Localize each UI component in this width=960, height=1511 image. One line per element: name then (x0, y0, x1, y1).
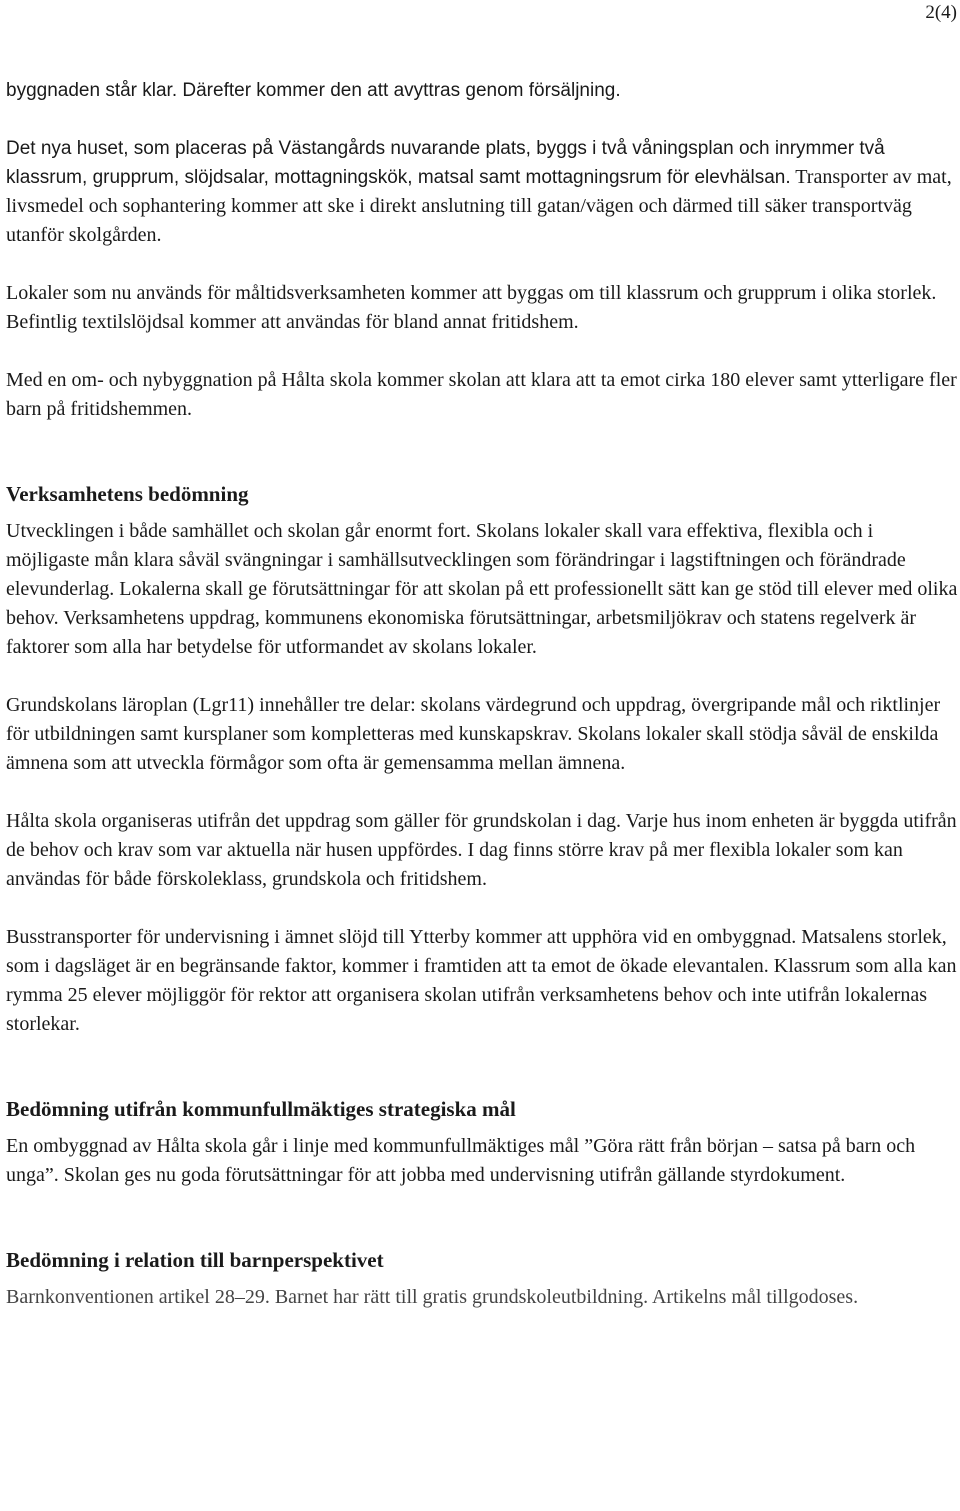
heading-strategic-goals: Bedömning utifrån kommunfullmäktiges strategiska mål (6, 1097, 516, 1121)
paragraph-organisation: Hålta skola organiseras utifrån det uppdrag som gäller för grundskolan i dag. Varje hus inom enheten är byggda utifrån de behov och krav som var aktuella när husen uppfördes. I dag finns större krav på mer flexibla lokaler som kan användas för både förskoleklass, grundskola och fritidshem. (6, 810, 957, 890)
paragraph-development: Utvecklingen i både samhället och skolan går enormt fort. Skolans lokaler skall vara effektiva, flexibla och i möjligaste mån klara såväl svängningar i samhällsutvecklingen som förändringar i lagstiftningen och förändrade elevunderlag. Lokalerna skall ge förutsättningar för att skolan på ett professionellt sätt kan ge stöd till elever med olika behov. Verksamhetens uppdrag, kommunens ekonomiska förutsättningar, arbetsmiljökrav och statens regelverk är faktorer som alla har betydelse för utformandet av skolans lokaler. (6, 520, 958, 658)
document-body (6, 76, 958, 1312)
paragraph-curriculum: Grundskolans läroplan (Lgr11) innehåller tre delar: skolans värdegrund och uppdrag, övergripande mål och riktlinjer för utbildningen samt kursplaner som kompletteras med kunskapskrav. Skolans lokaler skall stödja såväl de enskilda ämnena som att utveckla förmågor som ofta är gemensamma mellan ämnena. (6, 694, 941, 774)
heading-verksamhetens-bedomning: Verksamhetens bedömning (6, 482, 249, 506)
paragraph-intro: byggnaden står klar. Därefter kommer den att avyttras genom försäljning. (6, 80, 621, 101)
paragraph-child-perspective: Barnkonventionen artikel 28–29. Barnet har rätt till gratis grundskoleutbildning. Artikelns mål tillgodoses. (6, 1286, 859, 1308)
heading-child-perspective: Bedömning i relation till barnperspektivet (6, 1248, 384, 1272)
paragraph-capacity: Med en om- och nybyggnation på Hålta skola kommer skolan att klara att ta emot cirka 180 elever samt ytterligare fler barn på fritidshemmen. (6, 369, 957, 420)
paragraph-strategic-goals: En ombyggnad av Hålta skola går i linje med kommunfullmäktiges mål ”Göra rätt från början – satsa på barn och unga”. Skolan ges nu goda förutsättningar för att jobba med undervisning utifrån gällande styrdokument. (6, 1135, 916, 1186)
page-number: 2(4) (925, 2, 957, 23)
paragraph-rebuild: Lokaler som nu används för måltidsverksamheten kommer att byggas om till klassrum och grupprum i olika storlek. Befintlig textilslöjdsal kommer att användas för bland annat fritidshem. (6, 282, 937, 333)
paragraph-new-building-part1: Det nya huset, som placeras på Västangårds nuvarande plats, byggs i två våningsplan och inrymmer två klassrum, grupprum, slöjdsalar, mottagningskök, matsal samt mottagningsrum för elevhälsan. (6, 138, 885, 188)
paragraph-transport: Busstransporter för undervisning i ämnet slöjd till Ytterby kommer att upphöra vid en ombyggnad. Matsalens storlek, som i dagsläget är en begränsande faktor, kommer i framtiden att ta emot de ökade elevantalen. Klassrum som alla kan rymma 25 elever möjliggör för rektor att organisera skolan utifrån verksamhetens behov och inte utifrån lokalernas storlekar. (6, 926, 957, 1035)
paragraph-new-building-part2: Transporter av mat, livsmedel och sophantering kommer att ske i direkt anslutning till gatan/vägen och därmed till säker transportväg utanför skolgården. (6, 166, 952, 246)
paragraph-new-building (6, 134, 958, 250)
